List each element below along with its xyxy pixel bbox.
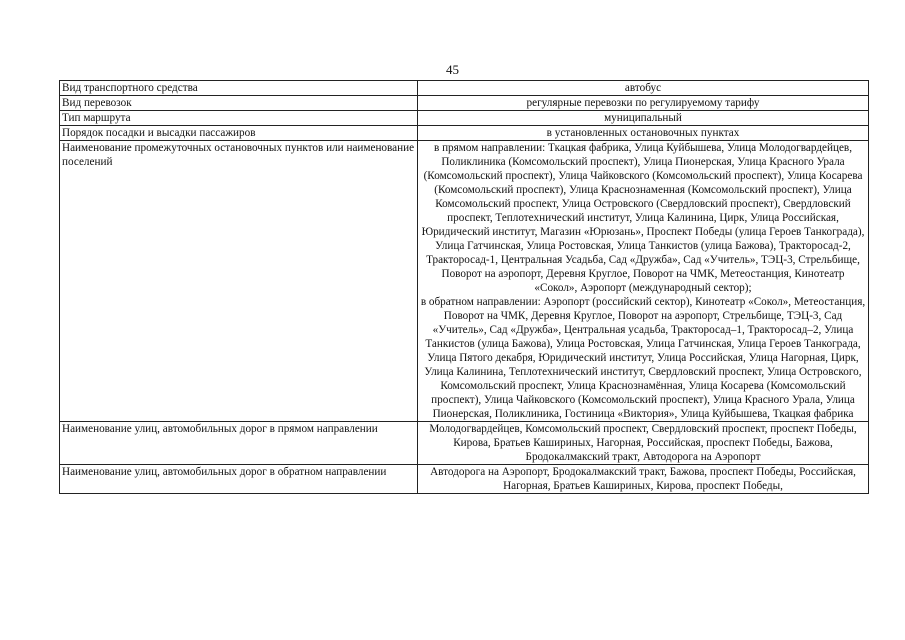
row-label-intermediate-stops: Наименование промежуточных остановочных пунктов или наименование поселений (60, 141, 418, 422)
row-label-route-type: Тип маршрута (60, 111, 418, 126)
row-value-transport-kind: регулярные перевозки по регулируемому тарифу (418, 96, 869, 111)
table-row (60, 81, 869, 96)
row-value-streets-backward: Автодорога на Аэропорт, Бродокалмакский тракт, Бажова, проспект Победы, Российская, Нагорная, Братьев Кашириных, Кирова, проспект Победы, (418, 465, 869, 494)
row-value-vehicle-type: автобус (418, 81, 869, 96)
row-value-streets-forward: Молодогвардейцев, Комсомольский проспект, Свердловский проспект, проспект Победы, Кирова, Братьев Кашириных, Нагорная, Российская, проспект Победы, Бажова, Бродокалмакский тракт, Автодорога на Аэропорт (418, 422, 869, 465)
table-row (60, 465, 869, 494)
row-value-boarding-order: в установленных остановочных пунктах (418, 126, 869, 141)
page-number: 45 (446, 62, 459, 77)
stops-backward-direction: в обратном направлении: Аэропорт (российский сектор), Кинотеатр «Сокол», Метеостанция, Поворот на ЧМК, Деревня Круглое, Поворот на аэропорт, Стрельбище, ТЭЦ-3, Сад «Учитель», Сад «Дружба», Центральная усадьба, Тракторосад–1, Тракторосад–2, Улица Танкистов (улица Бажова), Улица Ростовская, Улица Гатчинская, Улица Героев Танкограда, Улица Пятого декабря, Юридический институт, Улица Российская, Улица Нагорная, Цирк, Улица Калинина, Теплотехнический институт, Свердловский проспект, Улица Островского, Комсомольский проспект, Улица Краснознамённая, Улица Косарева (Комсомольский проспект), Улица Чайковского (Комсомольский проспект), Улица Красного Урала, Улица Пионерская, Поликлиника, Гостиница «Виктория», Улица Куйбышева, Ткацкая фабрика (420, 296, 866, 420)
table-row (60, 126, 869, 141)
row-value-intermediate-stops (418, 141, 869, 422)
row-label-streets-forward: Наименование улиц, автомобильных дорог в прямом направлении (60, 422, 418, 465)
table-row (60, 422, 869, 465)
table-row (60, 141, 869, 422)
row-label-boarding-order: Порядок посадки и высадки пассажиров (60, 126, 418, 141)
row-label-vehicle-type: Вид транспортного средства (60, 81, 418, 96)
row-label-transport-kind: Вид перевозок (60, 96, 418, 111)
table-row (60, 96, 869, 111)
stops-forward-direction: в прямом направлении: Ткацкая фабрика, Улица Куйбышева, Улица Молодогвардейцев, Поликлиника (Комсомольский проспект), Улица Пионерская, Улица Красного Урала (Комсомольский проспект), Улица Чайковского (Комсомольский проспект), Улица Косарева (Комсомольский проспект), Улица Краснознаменная (Комсомольский проспект), Улица Комсомольский проспект, Улица Островского (Свердловский проспект), Свердловский проспект, Теплотехнический институт, Улица Калинина, Цирк, Улица Российская, Юридический институт, Магазин «Юрюзань», Проспект Победы (улица Героев Танкограда), Улица Гатчинская, Улица Ростовская, Улица Танкистов (улица Бажова), Тракторосад-2, Тракторосад-1, Центральная Усадьба, Сад «Дружба», Сад «Учитель», ТЭЦ-3, Стрельбище, Поворот на аэропорт, Деревня Круглое, Поворот на ЧМК, Метеостанция, Кинотеатр «Сокол», Аэропорт (международный сектор); (421, 142, 865, 294)
row-value-route-type: муниципальный (418, 111, 869, 126)
route-table (59, 80, 869, 494)
row-label-streets-backward: Наименование улиц, автомобильных дорог в обратном направлении (60, 465, 418, 494)
table-row (60, 111, 869, 126)
